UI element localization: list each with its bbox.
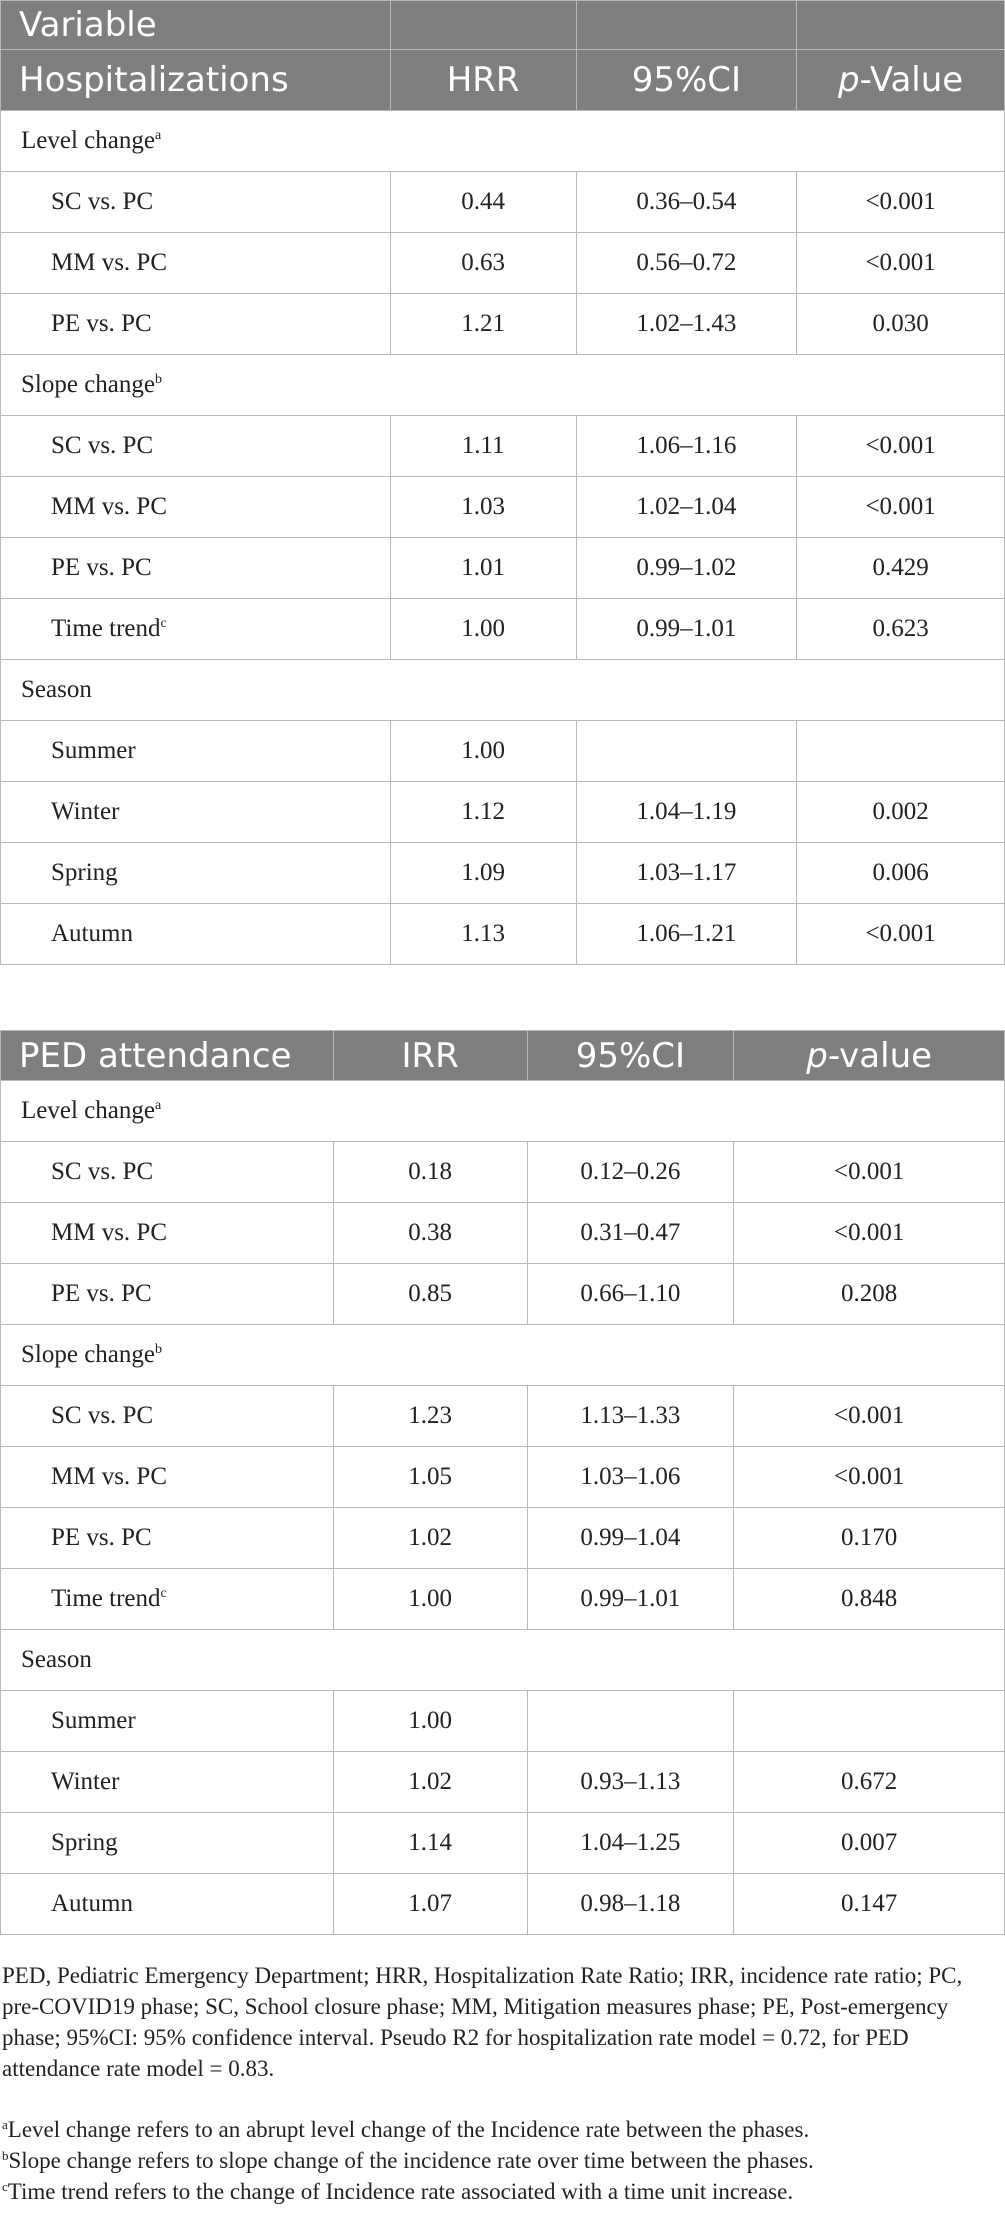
ci-cell: 1.04–1.19 xyxy=(576,782,797,843)
row-label-text: MM vs. PC xyxy=(51,1463,168,1490)
footnote-b xyxy=(2,2145,1002,2176)
ci-cell: 1.04–1.25 xyxy=(527,1813,734,1874)
row-label xyxy=(1,1813,334,1874)
footnote-c xyxy=(2,2176,1002,2207)
ci-cell: 0.12–0.26 xyxy=(527,1142,734,1203)
ci-cell: 0.99–1.01 xyxy=(576,599,797,660)
row-label xyxy=(1,1874,334,1935)
header-ped-attendance: PED attendance xyxy=(1,1031,334,1081)
row-label-text: Winter xyxy=(51,798,120,825)
row-label-text: SC vs. PC xyxy=(51,1158,154,1185)
row-label-text: Spring xyxy=(51,859,118,886)
ratio-cell: 1.00 xyxy=(333,1691,527,1752)
row-label xyxy=(1,782,391,843)
header-p-value xyxy=(734,1031,1005,1081)
row-label xyxy=(1,1264,334,1325)
row-label-text: MM vs. PC xyxy=(51,249,168,276)
table-row xyxy=(1,477,1005,538)
header-value: -Value xyxy=(859,60,964,100)
section-title-text: Season xyxy=(21,1646,92,1673)
ratio-cell: 1.00 xyxy=(390,599,576,660)
header-hrr: HRR xyxy=(390,50,576,111)
row-label xyxy=(1,172,391,233)
row-label-text: Winter xyxy=(51,1768,120,1795)
p-value-cell: 0.147 xyxy=(734,1874,1005,1935)
ci-cell: 0.56–0.72 xyxy=(576,233,797,294)
p-value-cell: <0.001 xyxy=(734,1142,1005,1203)
section-title-text: Slope change xyxy=(21,371,155,398)
header-empty xyxy=(797,1,1005,50)
ratio-cell: 0.85 xyxy=(333,1264,527,1325)
footnote-marker: b xyxy=(154,1342,162,1357)
row-label-text: Summer xyxy=(51,737,136,764)
row-label-text: Time trend xyxy=(51,615,161,642)
section-title xyxy=(1,1081,1005,1142)
ped-attendance-table xyxy=(0,1030,1005,1935)
table-row xyxy=(1,1203,1005,1264)
ratio-cell: 1.14 xyxy=(333,1813,527,1874)
row-label-text: Summer xyxy=(51,1707,136,1734)
footnote-b-mark: b xyxy=(2,2148,9,2163)
ci-cell: 1.06–1.21 xyxy=(576,904,797,965)
section-title xyxy=(1,355,1005,416)
p-value-cell: 0.007 xyxy=(734,1813,1005,1874)
ratio-cell: 1.03 xyxy=(390,477,576,538)
header-95ci: 95%CI xyxy=(527,1031,734,1081)
header-p-value xyxy=(797,50,1005,111)
row-label xyxy=(1,1752,334,1813)
header-empty xyxy=(576,1,797,50)
ci-cell: 0.31–0.47 xyxy=(527,1203,734,1264)
ci-cell xyxy=(576,721,797,782)
row-label-text: PE vs. PC xyxy=(51,1524,152,1551)
footnote-a xyxy=(2,2114,1002,2145)
footnote-marker: b xyxy=(154,372,162,387)
header-95ci: 95%CI xyxy=(576,50,797,111)
row-label xyxy=(1,1447,334,1508)
row-label xyxy=(1,721,391,782)
row-label xyxy=(1,233,391,294)
ci-cell: 0.36–0.54 xyxy=(576,172,797,233)
section-title xyxy=(1,111,1005,172)
table-row xyxy=(1,843,1005,904)
p-value-cell: 0.429 xyxy=(797,538,1005,599)
table-row xyxy=(1,172,1005,233)
row-label xyxy=(1,1569,334,1630)
ci-cell: 1.02–1.04 xyxy=(576,477,797,538)
table-row xyxy=(1,1142,1005,1203)
ratio-cell: 1.11 xyxy=(390,416,576,477)
row-label xyxy=(1,1203,334,1264)
footnote-b-text: Slope change refers to slope change of the incidence rate over time between the phases. xyxy=(8,2148,814,2173)
row-label-text: PE vs. PC xyxy=(51,1280,152,1307)
section-row xyxy=(1,1325,1005,1386)
footnote-a-text: Level change refers to an abrupt level change of the Incidence rate between the phases. xyxy=(7,2117,810,2142)
ratio-cell: 1.02 xyxy=(333,1752,527,1813)
ci-cell xyxy=(527,1691,734,1752)
section-row xyxy=(1,660,1005,721)
p-value-cell: 0.848 xyxy=(734,1569,1005,1630)
section-title-text: Level change xyxy=(21,1097,155,1124)
ratio-cell: 0.18 xyxy=(333,1142,527,1203)
p-value-cell: <0.001 xyxy=(797,233,1005,294)
footnote-marker: c xyxy=(160,616,167,631)
ratio-cell: 1.13 xyxy=(390,904,576,965)
ratio-cell: 1.12 xyxy=(390,782,576,843)
row-label xyxy=(1,1508,334,1569)
section-row xyxy=(1,355,1005,416)
row-label xyxy=(1,1142,334,1203)
table-row xyxy=(1,1752,1005,1813)
table-row xyxy=(1,1386,1005,1447)
row-label-text: SC vs. PC xyxy=(51,1402,154,1429)
p-value-cell: <0.001 xyxy=(734,1203,1005,1264)
ratio-cell: 1.07 xyxy=(333,1874,527,1935)
header-p: p xyxy=(806,1035,828,1076)
row-label xyxy=(1,294,391,355)
ratio-cell: 0.63 xyxy=(390,233,576,294)
table-row xyxy=(1,1569,1005,1630)
table-row xyxy=(1,416,1005,477)
table-row xyxy=(1,1874,1005,1935)
p-value-cell: <0.001 xyxy=(734,1386,1005,1447)
ci-cell: 1.02–1.43 xyxy=(576,294,797,355)
footnote-c-text: Time trend refers to the change of Incidence rate associated with a time unit increase. xyxy=(7,2179,794,2204)
section-row xyxy=(1,111,1005,172)
row-label-text: SC vs. PC xyxy=(51,432,154,459)
header-variable: Variable xyxy=(1,1,391,50)
row-label-text: MM vs. PC xyxy=(51,1219,168,1246)
section-title-text: Slope change xyxy=(21,1341,155,1368)
row-label-text: Spring xyxy=(51,1829,118,1856)
p-value-cell: 0.672 xyxy=(734,1752,1005,1813)
row-label xyxy=(1,416,391,477)
section-title xyxy=(1,1630,1005,1691)
row-label xyxy=(1,538,391,599)
table-row xyxy=(1,233,1005,294)
section-title xyxy=(1,1325,1005,1386)
p-value-cell: 0.623 xyxy=(797,599,1005,660)
row-label xyxy=(1,1691,334,1752)
ci-cell: 0.99–1.01 xyxy=(527,1569,734,1630)
p-value-cell: <0.001 xyxy=(797,172,1005,233)
footnote-abbreviations: PED, Pediatric Emergency Department; HRR, Hospitalization Rate Ratio; IRR, incidence rate ratio; PC, pre-COVID19 phase; SC, School closure phase; MM, Mitigation measures phase; PE, Post-emergency phase; 95%CI: 95% confidence interval. Pseudo R2 for hospitalization rate model = 0.72, for PED attendance rate model = 0.83. xyxy=(2,1963,963,2081)
p-value-cell: <0.001 xyxy=(734,1447,1005,1508)
ci-cell: 1.13–1.33 xyxy=(527,1386,734,1447)
ci-cell: 1.03–1.17 xyxy=(576,843,797,904)
p-value-cell: 0.006 xyxy=(797,843,1005,904)
ratio-cell: 1.00 xyxy=(333,1569,527,1630)
ci-cell: 0.66–1.10 xyxy=(527,1264,734,1325)
table-row xyxy=(1,599,1005,660)
ratio-cell: 0.44 xyxy=(390,172,576,233)
table-row xyxy=(1,1447,1005,1508)
ci-cell: 0.99–1.04 xyxy=(527,1508,734,1569)
row-label-text: Autumn xyxy=(51,1890,133,1917)
footnote-marker: a xyxy=(154,128,162,143)
footnote-c-mark: c xyxy=(2,2179,8,2194)
ratio-cell: 1.09 xyxy=(390,843,576,904)
ci-cell: 1.06–1.16 xyxy=(576,416,797,477)
p-value-cell: 0.002 xyxy=(797,782,1005,843)
header-value: -value xyxy=(827,1035,933,1076)
row-label xyxy=(1,904,391,965)
row-label-text: SC vs. PC xyxy=(51,188,154,215)
p-value-cell: 0.170 xyxy=(734,1508,1005,1569)
header-p: p xyxy=(837,60,860,100)
p-value-cell xyxy=(797,721,1005,782)
p-value-cell: 0.030 xyxy=(797,294,1005,355)
p-value-cell: <0.001 xyxy=(797,416,1005,477)
footnote-marker: c xyxy=(160,1586,167,1601)
row-label-text: Autumn xyxy=(51,920,133,947)
header-irr: IRR xyxy=(333,1031,527,1081)
hospitalizations-table xyxy=(0,0,1005,965)
footnote-marker: a xyxy=(154,1098,162,1113)
header-hospitalizations: Hospitalizations xyxy=(1,50,391,111)
table-row xyxy=(1,294,1005,355)
ratio-cell: 1.01 xyxy=(390,538,576,599)
ratio-cell: 1.05 xyxy=(333,1447,527,1508)
p-value-cell: 0.208 xyxy=(734,1264,1005,1325)
header-row-variable xyxy=(1,1,1005,50)
ratio-cell: 1.23 xyxy=(333,1386,527,1447)
ratio-cell: 1.21 xyxy=(390,294,576,355)
table-row xyxy=(1,1508,1005,1569)
section-title xyxy=(1,660,1005,721)
table-row xyxy=(1,1264,1005,1325)
header-empty xyxy=(390,1,576,50)
ci-cell: 0.98–1.18 xyxy=(527,1874,734,1935)
section-row xyxy=(1,1081,1005,1142)
ratio-cell: 0.38 xyxy=(333,1203,527,1264)
table-row xyxy=(1,904,1005,965)
row-label xyxy=(1,599,391,660)
header-row-columns xyxy=(1,50,1005,111)
header-row-columns xyxy=(1,1031,1005,1081)
row-label-text: PE vs. PC xyxy=(51,310,152,337)
row-label xyxy=(1,843,391,904)
ratio-cell: 1.02 xyxy=(333,1508,527,1569)
table-row xyxy=(1,782,1005,843)
section-row xyxy=(1,1630,1005,1691)
ratio-cell: 1.00 xyxy=(390,721,576,782)
row-label-text: Time trend xyxy=(51,1585,161,1612)
row-label-text: MM vs. PC xyxy=(51,493,168,520)
table-row xyxy=(1,538,1005,599)
section-title-text: Season xyxy=(21,676,92,703)
table-row xyxy=(1,1813,1005,1874)
p-value-cell: <0.001 xyxy=(797,477,1005,538)
ci-cell: 0.93–1.13 xyxy=(527,1752,734,1813)
p-value-cell xyxy=(734,1691,1005,1752)
footnote-a-mark: a xyxy=(2,2117,8,2132)
row-label xyxy=(1,1386,334,1447)
table-row xyxy=(1,721,1005,782)
table-row xyxy=(1,1691,1005,1752)
ci-cell: 0.99–1.02 xyxy=(576,538,797,599)
p-value-cell: <0.001 xyxy=(797,904,1005,965)
section-title-text: Level change xyxy=(21,127,155,154)
ci-cell: 1.03–1.06 xyxy=(527,1447,734,1508)
row-label xyxy=(1,477,391,538)
row-label-text: PE vs. PC xyxy=(51,554,152,581)
